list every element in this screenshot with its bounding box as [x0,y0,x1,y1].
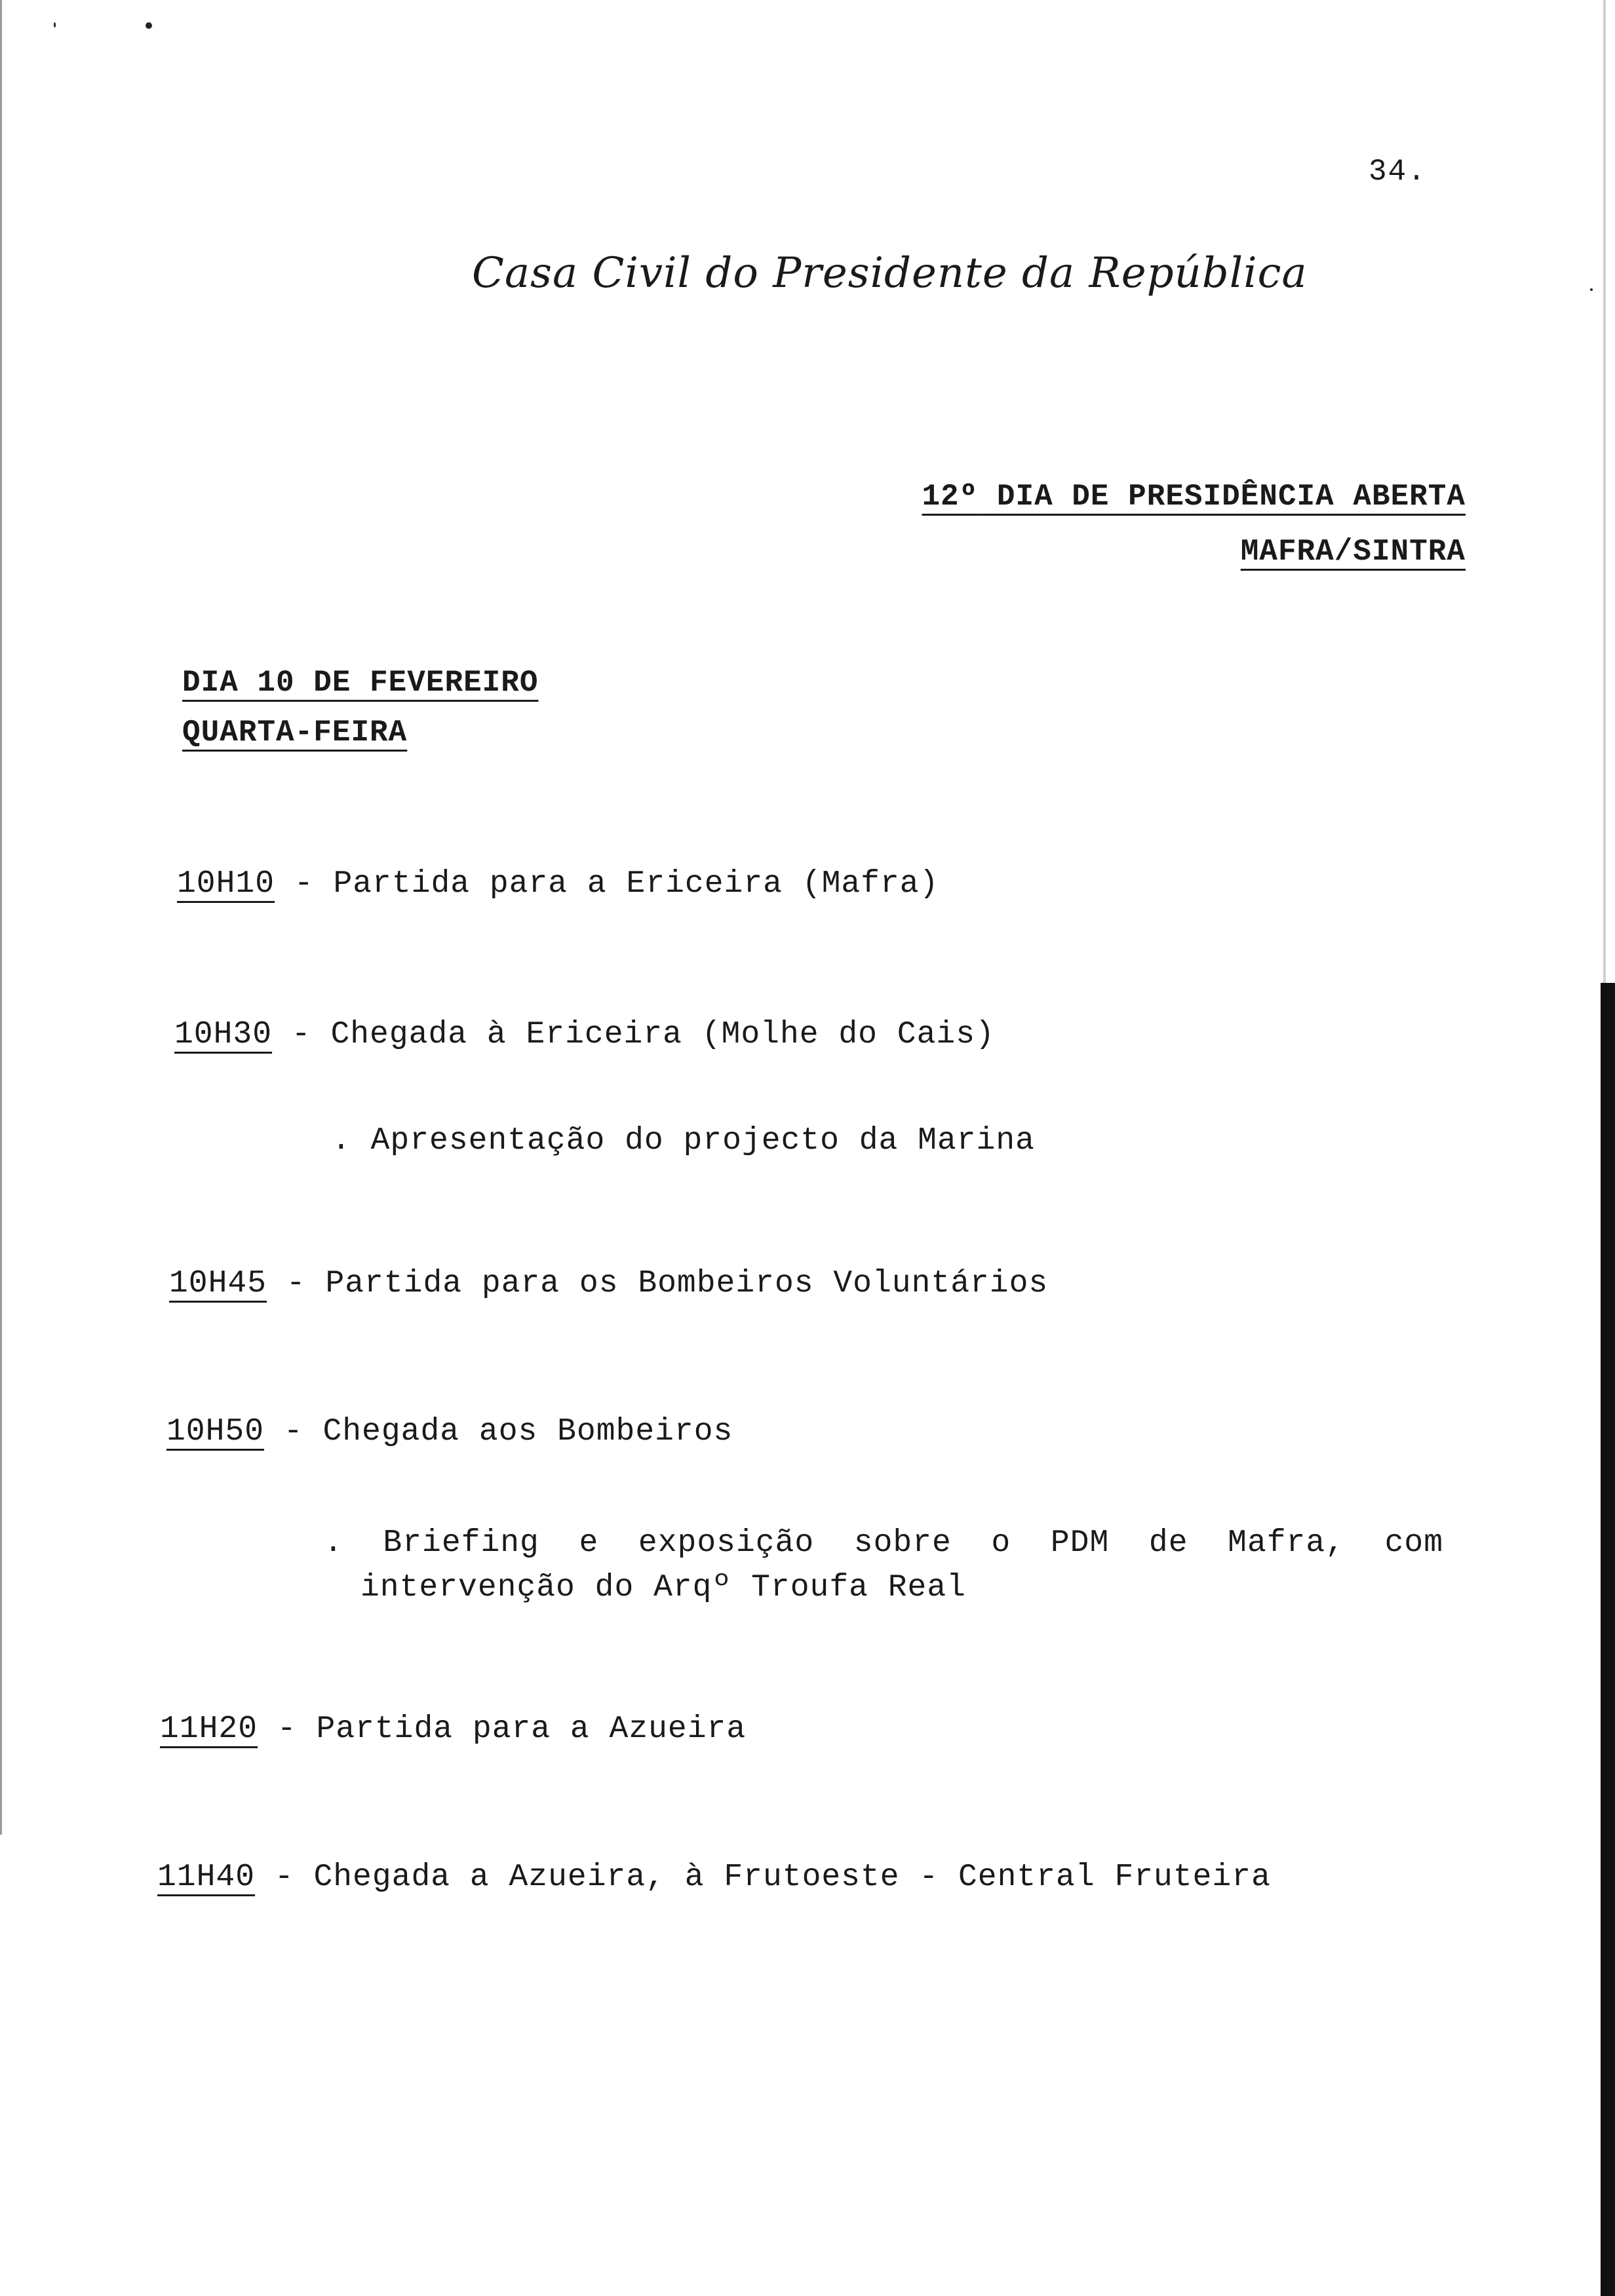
date-heading [182,666,539,700]
scan-edge-left [0,0,2,1835]
schedule-time: 10H45 [169,1266,267,1301]
scan-speck [54,22,56,28]
weekday-heading-text: QUARTA-FEIRA [182,716,408,750]
schedule-text: - Chegada aos Bombeiros [264,1414,733,1449]
visit-title [922,480,1466,514]
scan-edge-right-top [1603,0,1606,983]
schedule-entry [166,1414,733,1449]
schedule-text: - Chegada à Ericeira (Molhe do Cais) [272,1017,995,1052]
schedule-time: 10H10 [177,866,275,902]
note-briefing-line2: intervenção do Arqº Troufa Real [360,1570,966,1605]
schedule-entry [174,1017,995,1052]
note-briefing-line1: . Briefing e exposição sobre o PDM de Mafra, com [324,1525,1443,1561]
schedule-text: - Partida para a Ericeira (Mafra) [275,866,939,902]
visit-title-rest: DIA DE PRESIDÊNCIA ABERTA [978,480,1466,514]
weekday-heading [182,716,407,750]
scan-speck [1590,288,1593,291]
visit-title-text [922,480,1466,514]
schedule-entry [157,1860,1271,1895]
page-number: 34. [1369,155,1427,189]
schedule-text: - Partida para os Bombeiros Voluntários [267,1266,1049,1301]
visit-location [1241,535,1466,569]
schedule-time: 11H20 [160,1712,258,1747]
schedule-entry [177,866,939,902]
scan-edge-right [1601,983,1615,2296]
letterhead: Casa Civil do Presidente da República [472,249,1308,297]
date-heading-text: DIA 10 DE FEVEREIRO [182,666,539,700]
schedule-time: 10H50 [166,1414,265,1449]
schedule-entry [160,1712,746,1747]
schedule-text: - Chegada a Azueira, à Frutoeste - Central Fruteira [255,1860,1271,1895]
visit-title-ordinal: 12º [922,480,979,514]
schedule-time: 11H40 [157,1860,256,1895]
scan-speck [146,22,152,29]
schedule-entry [169,1266,1048,1301]
note-marina: . Apresentação do projecto da Marina [332,1123,1035,1158]
visit-location-text: MAFRA/SINTRA [1240,535,1466,569]
schedule-text: - Partida para a Azueira [258,1712,747,1747]
schedule-time: 10H30 [174,1017,273,1052]
